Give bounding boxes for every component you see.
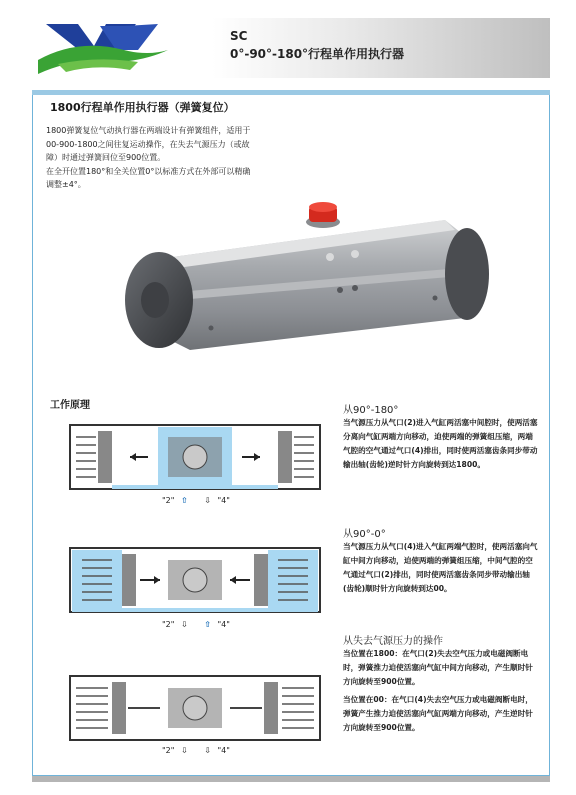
diagram-90-180 [68, 417, 322, 497]
diagram-90-0 [68, 540, 322, 620]
diagram-air-failure [68, 668, 322, 748]
op3-heading: 从失去气源压力的操作 [343, 636, 443, 647]
op2-heading: 从90°-0° [343, 529, 386, 540]
arrow-down-icon: ⇩ [204, 746, 211, 755]
company-logo [38, 20, 168, 78]
port-4-label: "4" [217, 746, 230, 755]
product-series-title: 0°-90°-180°行程单作用执行器 [230, 47, 405, 61]
intro-line: 00-900-1800之间往复运动操作，在失去气源压力（或故 [46, 139, 250, 149]
op1-text: 当气源压力从气口(2)进入气缸两活塞中间腔时，使两活塞分离向气缸两端方向移动，迫使两端的弹簧组压缩，两端气腔的空气通过气口(4)排出，同时使两活塞齿条同步带动输出轴(齿轮)逆时针方向旋转到达1800。 [343, 418, 538, 469]
arrow-down-icon: ⇩ [204, 496, 211, 505]
product-code: SC [230, 29, 248, 43]
arrow-up-icon: ⇧ [181, 496, 188, 505]
port-2-label: "2" [162, 746, 175, 755]
actuator-image [115, 200, 495, 360]
frame-top-bar [32, 90, 550, 95]
section-title: 1800行程单作用执行器（弹簧复位） [50, 101, 235, 114]
intro-text [46, 124, 296, 192]
port-2-label: "2" [162, 620, 175, 629]
op3-text: 当位置在1800：在气口(2)失去空气压力或电磁阀断电时，弹簧推力迫使活塞向气缸中间方向移动，产生顺时针方向旋转至900位置。 [343, 649, 533, 686]
ports-label-2 [162, 620, 230, 629]
ports-label-1 [162, 496, 230, 505]
port-2-label: "2" [162, 496, 175, 505]
intro-line: 障）时通过弹簧回位至900位置。 [46, 153, 166, 162]
op1-heading: 从90°-180° [343, 405, 399, 416]
intro-line: 在全开位置180°和全关位置0°以标准方式在外部可以精确 [46, 166, 251, 176]
work-principle-title: 工作原理 [50, 400, 90, 411]
page-header [0, 0, 576, 90]
intro-line: 调整±4°。 [46, 180, 86, 189]
ports-label-3 [162, 746, 230, 755]
arrow-down-icon: ⇩ [181, 746, 188, 755]
port-4-label: "4" [217, 496, 230, 505]
op3-text-2: 当位置在00：在气口(4)失去空气压力或电磁阀断电时，弹簧产生推力迫使活塞向气缸两端方向移动，产生逆时针方向旋转至900位置。 [343, 695, 533, 732]
port-4-label: "4" [217, 620, 230, 629]
op2-text: 当气源压力从气口(4)进入气缸两端气腔时，使两活塞向气缸中间方向移动，迫使两端的弹簧组压缩，中间气腔的空气通过气口(2)排出，同时使两活塞齿条同步带动输出轴(齿轮)顺时针方向旋转到达00。 [343, 542, 538, 593]
footer-bar [32, 776, 550, 782]
arrow-up-icon: ⇧ [204, 620, 211, 629]
intro-line: 1800弹簧复位气动执行器在两端设计有弹簧组件，适用于 [46, 126, 251, 135]
arrow-down-icon: ⇩ [181, 620, 188, 629]
